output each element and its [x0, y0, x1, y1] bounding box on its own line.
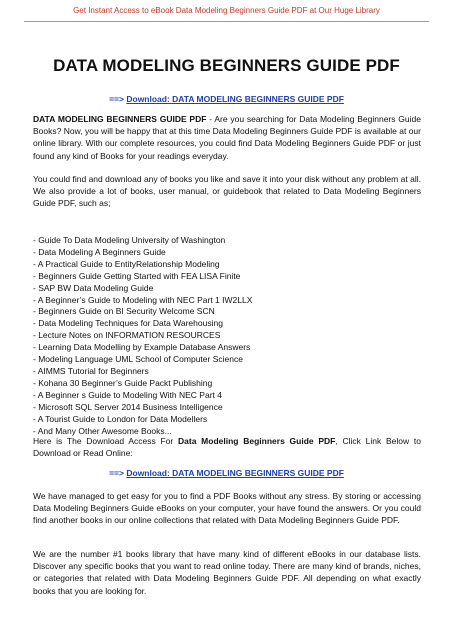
intro-lead: DATA MODELING BEGINNERS GUIDE PDF: [33, 114, 207, 124]
page-title: DATA MODELING BEGINNERS GUIDE PDF: [53, 56, 400, 75]
related-books-list: [33, 235, 423, 437]
list-item: - Kohana 30 Beginner’s Guide Packt Publishing: [33, 377, 213, 388]
list-item: - SAP BW Data Modeling Guide: [33, 282, 154, 293]
access-text-before: Here is The Download Access For: [33, 436, 179, 446]
download-link-bottom[interactable]: Download: DATA MODELING BEGINNERS GUIDE PDF: [126, 468, 344, 478]
easy-find-paragraph: We have managed to get easy for you to find a PDF Books without any stress. By storing or accessing Data Modeling Beginners Guide eBooks on your computer, your have found the answers. Or you could find another books in our online collections that related with Data Modeling Beginners Guide PDF.: [33, 491, 421, 526]
intro-text: - Are you searching for Data Modeling Beginners Guide Books? Now, you will be happy that at this time Data Modeling Beginners Guide PDF is available at our online library. With our complete resources, you could find Data Modeling Beginners Guide PDF or just found any kind of Books for your readings everyday.: [33, 114, 421, 161]
intro-paragraph: [33, 113, 421, 162]
download-line-bottom: [0, 468, 453, 478]
download-access-paragraph: [33, 435, 421, 459]
list-item: - Modeling Language UML School of Computer Science: [33, 354, 243, 365]
related-books-paragraph: You could find and download any of books you like and save it into your disk without any problem at all. We also provide a lot of books, user manual, or guidebook that related to Data Modeling Beginners Guide PDF, such as;: [33, 174, 421, 209]
list-item: - Microsoft SQL Server 2014 Business Intelligence: [33, 401, 223, 412]
list-item: - A Beginner s Guide to Modeling With NEC Part 4: [33, 389, 222, 400]
list-item: - Data Modeling Techniques for Data Warehousing: [33, 318, 223, 329]
library-paragraph: We are the number #1 books library that have many kind of different eBooks in our database lists. Discover any specific books that you want to read online today. There are many kind of brands, niches, or categories that related with Data Modeling Beginners Guide PDF. All depending on what exactly books that you are looking for.: [33, 549, 421, 596]
header-divider: [24, 21, 429, 22]
list-item: - A Practical Guide to EntityRelationship Modeling: [33, 258, 220, 269]
download-arrow: ==>: [109, 94, 124, 104]
list-item: - Guide To Data Modeling University of Washington: [33, 235, 226, 245]
download-line-top: [0, 94, 453, 104]
list-item: - A Tourist Guide to London for Data Modellers: [33, 413, 208, 424]
access-text-bold: Data Modeling Beginners Guide PDF: [178, 436, 336, 446]
header-banner-link[interactable]: Get Instant Access to eBook Data Modeling Beginners Guide PDF at Our Huge Library: [73, 6, 380, 15]
list-item: - A Beginner’s Guide to Modeling with NEC Part 1 IW2LLX: [33, 294, 253, 305]
list-item: - AIMMS Tutorial for Beginners: [33, 365, 149, 376]
list-item: - Lecture Notes on INFORMATION RESOURCES: [33, 330, 221, 341]
list-item: - Beginners Guide Getting Started with FEA LISA Finite: [33, 270, 241, 281]
list-item: - Learning Data Modelling by Example Database Answers: [33, 342, 251, 353]
list-item: - Data Modeling A Beginners Guide: [33, 246, 166, 257]
download-link-top[interactable]: Download: DATA MODELING BEGINNERS GUIDE PDF: [126, 94, 344, 104]
list-item: - And Many Other Awesome Books...: [33, 425, 172, 436]
list-item: - Beginners Guide on BI Security Welcome SCN: [33, 306, 215, 317]
download-arrow: ==>: [109, 468, 124, 478]
access-text-after: , Click Link Below to Download or Read Online:: [33, 436, 421, 459]
